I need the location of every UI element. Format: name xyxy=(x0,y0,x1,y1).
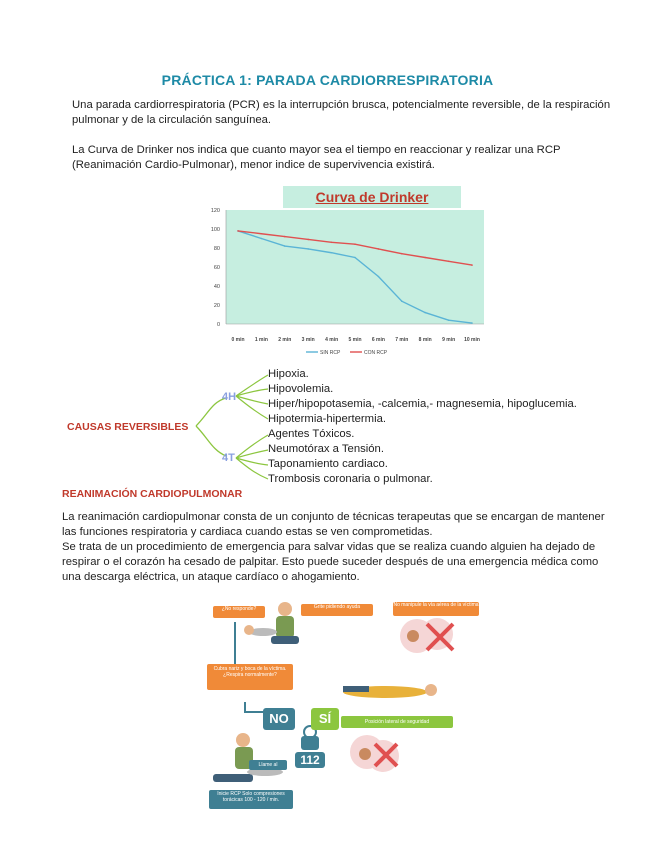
data-point xyxy=(284,245,286,247)
step-no-manipule: No manipule la vía aérea de la víctima xyxy=(393,602,479,616)
cause-item: Hiper/hipopotasemia, -calcemia,- magnesemia, hipoglucemia. xyxy=(268,398,577,410)
rcp-line: La reanimación cardiopulmonar consta de un conjunto de técnicas terapeutas que se encargan de mantener xyxy=(62,511,605,523)
cause-item: Agentes Tóxicos. xyxy=(268,428,355,440)
legend-label: CON RCP xyxy=(364,350,388,356)
rcp-paragraph xyxy=(62,510,652,585)
rcp-line: Se trata de un procedimiento de emergencia para salvar vidas que se realiza cuando alguien ha dejado de xyxy=(62,541,596,553)
x-tick-label: 1 min xyxy=(254,337,268,343)
rcp-line: las funciones respiratoria y cardiaca cuando estas se ven comprometidas. xyxy=(62,526,433,538)
data-point xyxy=(424,312,426,314)
page-title: PRÁCTICA 1: PARADA CARDIORRESPIRATORIA xyxy=(161,72,494,88)
drinker-chart xyxy=(200,180,485,360)
y-tick-label: 100 xyxy=(210,227,220,233)
data-point xyxy=(378,248,380,250)
rcp-line: respirar o el corazón ha cesado de palpitar. Esto puede suceder después de una emergencia médica como xyxy=(62,556,599,568)
rcp-flow-diagram xyxy=(205,592,487,812)
data-point xyxy=(448,261,450,263)
step-lateral: Posición lateral de seguridad xyxy=(341,716,453,728)
x-tick-label: 8 min xyxy=(418,337,432,343)
group-4t: 4T xyxy=(222,452,235,464)
chart-svg xyxy=(200,180,485,360)
y-tick-label: 60 xyxy=(213,265,220,271)
data-point xyxy=(401,253,403,255)
data-point xyxy=(354,257,356,259)
data-point xyxy=(424,257,426,259)
cause-item: Hipoxia. xyxy=(268,368,309,380)
y-tick-label: 0 xyxy=(216,322,220,328)
intro-line: Una parada cardiorrespiratoria (PCR) es la interrupción brusca, potencialmente reversible, de la respiración xyxy=(72,99,611,111)
data-point xyxy=(261,233,263,235)
cause-item: Hipovolemia. xyxy=(268,383,334,395)
data-point xyxy=(378,276,380,278)
drinker-line: (Reanimación Cardio-Pulmonar), menor indice de supervivencia existirá. xyxy=(72,159,435,171)
data-point xyxy=(331,252,333,254)
x-tick-label: 5 min xyxy=(348,337,362,343)
intro-paragraph xyxy=(72,98,652,128)
data-point xyxy=(471,264,473,266)
cause-item: Neumotórax a Tensión. xyxy=(268,443,384,455)
step-cubra: Cubra nariz y boca de la víctima. ¿Respira normalmente? xyxy=(207,664,293,690)
step-llame: Llame al xyxy=(249,760,287,770)
x-tick-label: 2 min xyxy=(278,337,292,343)
rcp-line: una descarga eléctrica, un ataque cardíaco o ahogamiento. xyxy=(62,571,360,583)
plot-area xyxy=(226,210,484,324)
x-tick-label: 4 min xyxy=(325,337,339,343)
legend-label: SIN RCP xyxy=(320,350,341,356)
x-tick-label: 9 min xyxy=(442,337,456,343)
data-point xyxy=(284,236,286,238)
drinker-paragraph xyxy=(72,143,652,173)
causas-brackets xyxy=(190,368,270,484)
step-112: 112 xyxy=(295,752,325,768)
data-point xyxy=(237,230,239,232)
data-point xyxy=(307,248,309,250)
x-tick-label: 3 min xyxy=(301,337,315,343)
step-inicie-rcp: Inicie RCP Solo compresiones torácicas 100 - 120 / min. xyxy=(209,790,293,809)
data-point xyxy=(261,238,263,240)
x-tick-label: 7 min xyxy=(395,337,409,343)
intro-line: pulmonar y de la circulación sanguínea. xyxy=(72,114,272,126)
rcp-heading: REANIMACIÓN CARDIOPULMONAR xyxy=(62,488,243,500)
y-tick-label: 20 xyxy=(213,303,220,309)
data-point xyxy=(331,242,333,244)
step-no-responde: ¿No responde? xyxy=(213,606,265,618)
step-grite: Grite pidiendo ayuda xyxy=(301,604,373,616)
y-tick-label: 40 xyxy=(213,284,220,290)
cause-item: Trombosis coronaria o pulmonar. xyxy=(268,473,433,485)
y-tick-label: 120 xyxy=(210,208,220,214)
group-4h: 4H xyxy=(222,391,237,403)
data-point xyxy=(354,243,356,245)
flow-svg xyxy=(205,592,487,812)
chart-title: Curva de Drinker xyxy=(283,186,461,208)
x-tick-label: 6 min xyxy=(371,337,385,343)
drinker-line: La Curva de Drinker nos indica que cuanto mayor sea el tiempo en reaccionar y realizar una RCP xyxy=(72,144,561,156)
cause-item: Hipotermia-hipertermia. xyxy=(268,413,387,425)
data-point xyxy=(401,300,403,302)
cause-item: Taponamiento cardiaco. xyxy=(268,458,388,470)
y-tick-label: 80 xyxy=(213,246,220,252)
data-point xyxy=(307,239,309,241)
data-point xyxy=(448,319,450,321)
x-tick-label: 0 min xyxy=(231,337,245,343)
data-point xyxy=(471,322,473,324)
step-no: NO xyxy=(263,708,295,730)
step-si: SÍ xyxy=(311,708,339,730)
causas-label: CAUSAS REVERSIBLES xyxy=(67,421,189,433)
x-tick-label: 10 min xyxy=(464,337,480,343)
